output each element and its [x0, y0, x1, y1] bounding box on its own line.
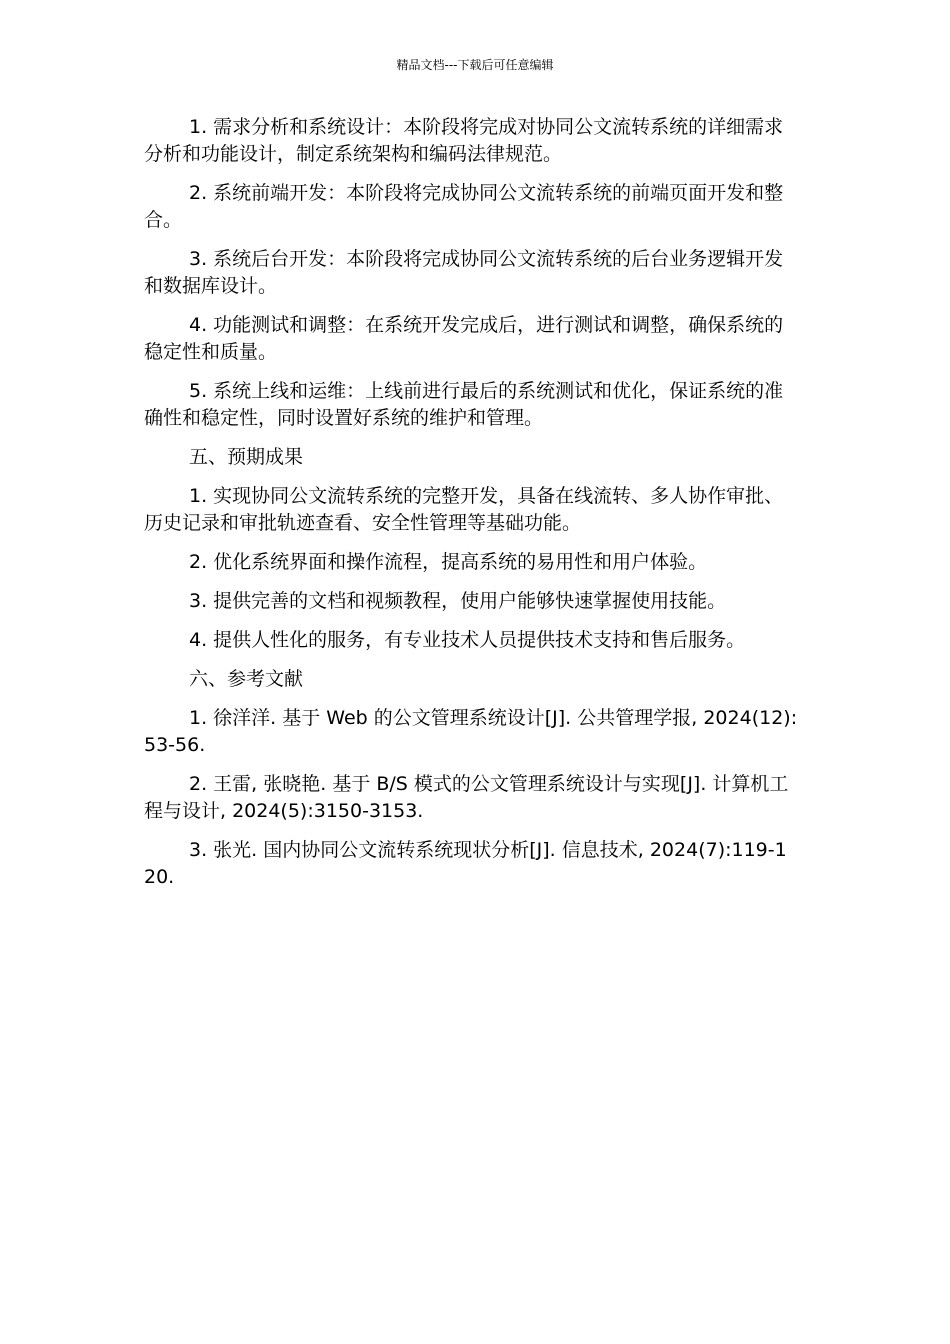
section-heading-references: 六、参考文献: [189, 668, 304, 690]
result-item-4: 4. 提供人性化的服务，有专业技术人员提供技术支持和售后服务。: [189, 629, 746, 651]
plan-item-3: 3. 系统后台开发：本阶段将完成协同公文流转系统的后台业务逻辑开发和数据库设计。: [144, 248, 784, 297]
plan-item-2: 2. 系统前端开发：本阶段将完成协同公文流转系统的前端页面开发和整合。: [144, 182, 784, 231]
result-item-1: 1. 实现协同公文流转系统的完整开发，具备在线流转、多人协作审批、历史记录和审批轨迹查看、安全性管理等基础功能。: [144, 485, 784, 534]
plan-item-1: 1. 需求分析和系统设计：本阶段将完成对协同公文流转系统的详细需求分析和功能设计，制定系统架构和编码法律规范。: [144, 116, 784, 165]
result-item-3: 3. 提供完善的文档和视频教程，使用户能够快速掌握使用技能。: [189, 590, 727, 612]
plan-item-4: 4. 功能测试和调整：在系统开发完成后，进行测试和调整，确保系统的稳定性和质量。: [144, 314, 784, 363]
result-item-2: 2. 优化系统界面和操作流程，提高系统的易用性和用户体验。: [189, 551, 708, 573]
document-body: [144, 114, 798, 903]
reference-item-3: 3. 张光. 国内协同公文流转系统现状分析[J]. 信息技术, 2024(7):119-120.: [144, 839, 787, 888]
plan-item-5: 5. 系统上线和运维：上线前进行最后的系统测试和优化，保证系统的准确性和稳定性，同时设置好系统的维护和管理。: [144, 380, 784, 429]
section-heading-results: 五、预期成果: [189, 446, 304, 468]
reference-item-1: 1. 徐洋洋. 基于 Web 的公文管理系统设计[J]. 公共管理学报, 2024(12):53-56.: [144, 707, 798, 756]
page-header: 精品文档---下载后可任意编辑: [396, 58, 554, 72]
reference-item-2: 2. 王雷, 张晓艳. 基于 B/S 模式的公文管理系统设计与实现[J]. 计算机工程与设计, 2024(5):3150-3153.: [144, 773, 789, 822]
